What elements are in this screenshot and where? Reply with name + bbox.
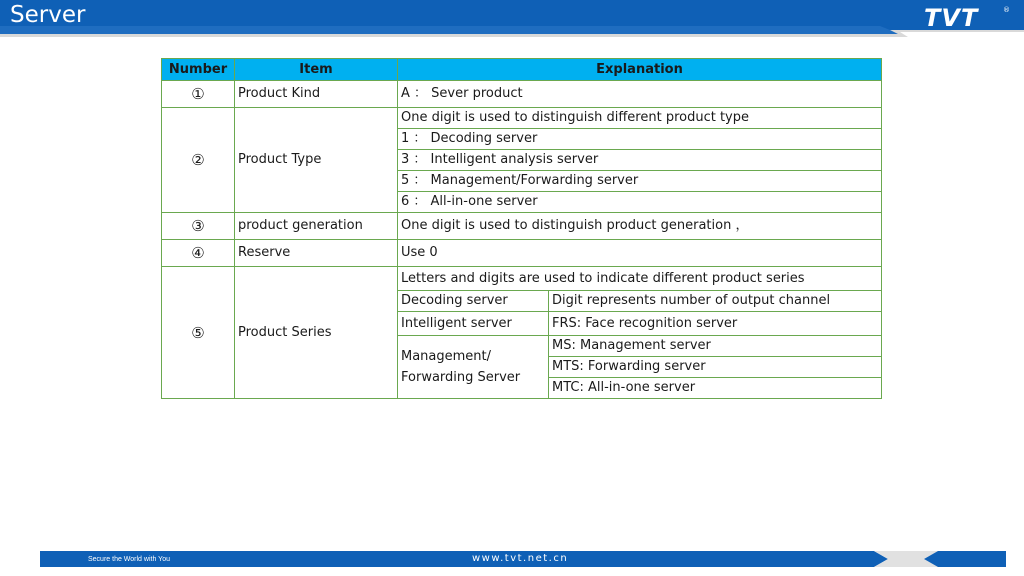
row-explanation: 5 ： Management/Forwarding server xyxy=(398,171,882,192)
series-label-management xyxy=(398,336,549,399)
row-number: ② xyxy=(162,108,235,213)
table-row xyxy=(162,267,882,291)
row-explanation: 3 ： Intelligent analysis server xyxy=(398,150,882,171)
series-value: MTS: Forwarding server xyxy=(549,357,882,378)
row-item: Product Type xyxy=(235,108,398,213)
row-explanation: A ： Sever product xyxy=(398,81,882,108)
row-item: Product Series xyxy=(235,267,398,399)
table-row xyxy=(162,240,882,267)
row-explanation: One digit is used to distinguish different product type xyxy=(398,108,882,129)
row-explanation: 6 ： All-in-one server xyxy=(398,192,882,213)
row-number: ① xyxy=(162,81,235,108)
footer-website: www.tvt.net.cn xyxy=(472,553,569,564)
row-explanation: One digit is used to distinguish product generation ， xyxy=(398,213,882,240)
row-explanation: 1 ： Decoding server xyxy=(398,129,882,150)
row-item: Product Kind xyxy=(235,81,398,108)
row-number: ③ xyxy=(162,213,235,240)
server-naming-table xyxy=(161,58,882,399)
row-explanation: Use 0 xyxy=(398,240,882,267)
header-explanation: Explanation xyxy=(398,59,882,81)
header-item: Item xyxy=(235,59,398,81)
page-title: Server xyxy=(10,2,86,28)
series-value: MS: Management server xyxy=(549,336,882,357)
row-explanation: Letters and digits are used to indicate different product series xyxy=(398,267,882,291)
header-number: Number xyxy=(162,59,235,81)
series-label: Decoding server xyxy=(398,291,549,312)
series-label-line: Forwarding Server xyxy=(401,370,521,385)
table-row xyxy=(162,108,882,129)
table-row xyxy=(162,81,882,108)
series-value: FRS: Face recognition server xyxy=(549,312,882,336)
row-number: ④ xyxy=(162,240,235,267)
footer-slogan: Secure the World with You xyxy=(88,556,170,563)
header-bar xyxy=(0,0,1024,37)
row-number: ⑤ xyxy=(162,267,235,399)
table-row xyxy=(162,213,882,240)
table-header-row xyxy=(162,59,882,81)
row-item: product generation xyxy=(235,213,398,240)
series-label: Intelligent server xyxy=(398,312,549,336)
series-value: Digit represents number of output channel xyxy=(549,291,882,312)
row-item: Reserve xyxy=(235,240,398,267)
brand-logo: TVT xyxy=(924,4,979,32)
series-value: MTC: All-in-one server xyxy=(549,378,882,399)
series-label-line: Management/ xyxy=(401,349,492,364)
registered-mark: ® xyxy=(1003,6,1010,14)
